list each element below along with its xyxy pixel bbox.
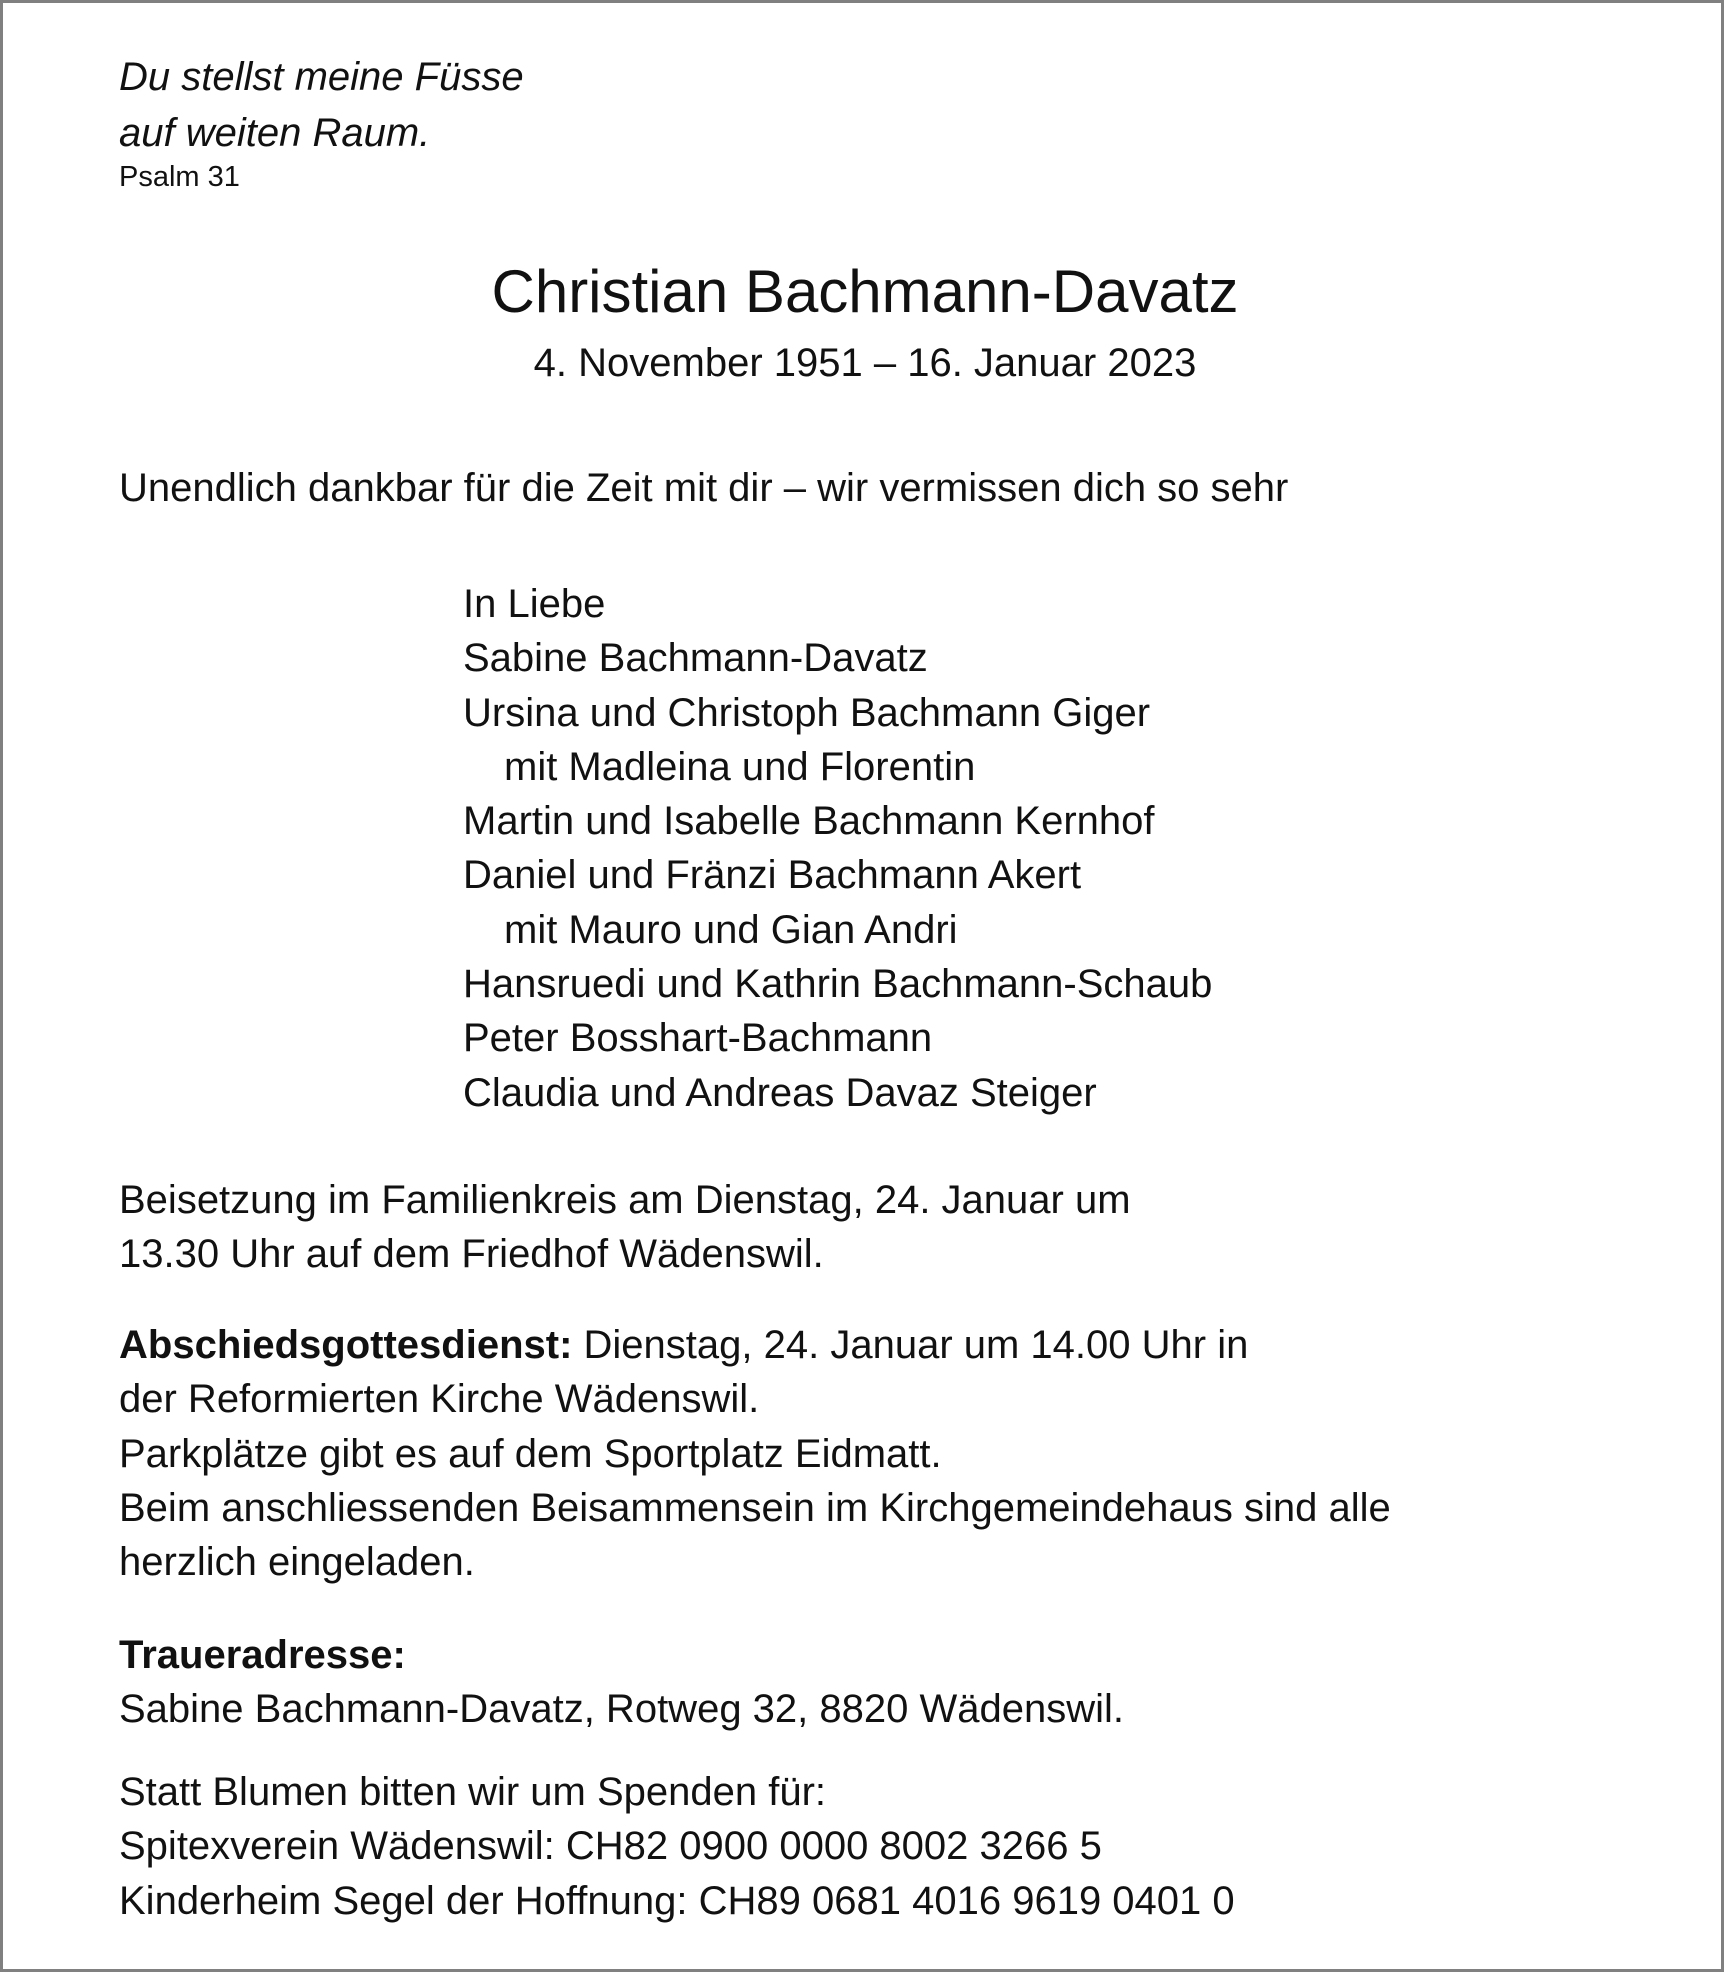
burial-line: Beisetzung im Familienkreis am Dienstag, 24. Januar um — [119, 1178, 1131, 1222]
donation-line: Spitexverein Wädenswil: CH82 0900 0000 8002 3266 5 — [119, 1824, 1102, 1869]
motto-line-2: auf weiten Raum. — [119, 111, 431, 155]
burial-line: 13.30 Uhr auf dem Friedhof Wädenswil. — [119, 1232, 824, 1277]
deceased-name: Christian Bachmann-Davatz — [491, 258, 1239, 325]
service-time: Dienstag, 24. Januar um 14.00 Uhr in — [572, 1323, 1249, 1367]
service-line — [119, 1318, 1391, 1372]
family-member: Martin und Isabelle Bachmann Kernhof — [463, 799, 1155, 844]
family-member-children: mit Madleina und Florentin — [504, 744, 976, 789]
address-line: Sabine Bachmann-Davatz, Rotweg 32, 8820 Wädenswil. — [119, 1687, 1124, 1732]
life-dates: 4. November 1951 – 16. Januar 2023 — [533, 341, 1197, 385]
service-line: Beim anschliessenden Beisammensein im Kirchgemeindehaus sind alle — [119, 1485, 1391, 1530]
donation-intro: Statt Blumen bitten wir um Spenden für: — [119, 1770, 827, 1814]
family-member: Hansruedi und Kathrin Bachmann-Schaub — [463, 962, 1213, 1007]
service-line: herzlich eingeladen. — [119, 1540, 475, 1585]
service-info — [119, 1318, 1391, 1589]
motto-source: Psalm 31 — [119, 161, 240, 193]
burial-info — [119, 1173, 1131, 1282]
family-member: Claudia und Andreas Davaz Steiger — [463, 1070, 1097, 1115]
family-member: Sabine Bachmann-Davatz — [463, 636, 928, 681]
family-member-children: mit Mauro und Gian Andri — [504, 907, 958, 952]
service-line: der Reformierten Kirche Wädenswil. — [119, 1377, 760, 1422]
service-label: Abschiedsgottesdienst: — [119, 1323, 573, 1367]
family-member: Peter Bosshart-Bachmann — [463, 1016, 933, 1061]
mourning-address — [119, 1628, 1124, 1737]
family-member: Daniel und Fränzi Bachmann Akert — [463, 853, 1082, 898]
family-member: Ursina und Christoph Bachmann Giger — [463, 690, 1151, 735]
family-heading: In Liebe — [463, 582, 606, 626]
thanks-line: Unendlich dankbar für die Zeit mit dir – wir vermissen dich so sehr — [119, 466, 1289, 510]
donation-line: Kinderheim Segel der Hoffnung: CH89 0681 4016 9619 0401 0 — [119, 1878, 1235, 1923]
donation-info — [119, 1765, 1235, 1928]
motto-line-1: Du stellst meine Füsse — [119, 55, 524, 99]
address-label: Traueradresse: — [119, 1633, 406, 1677]
service-line: Parkplätze gibt es auf dem Sportplatz Eidmatt. — [119, 1431, 942, 1476]
family-list — [463, 577, 1212, 1120]
